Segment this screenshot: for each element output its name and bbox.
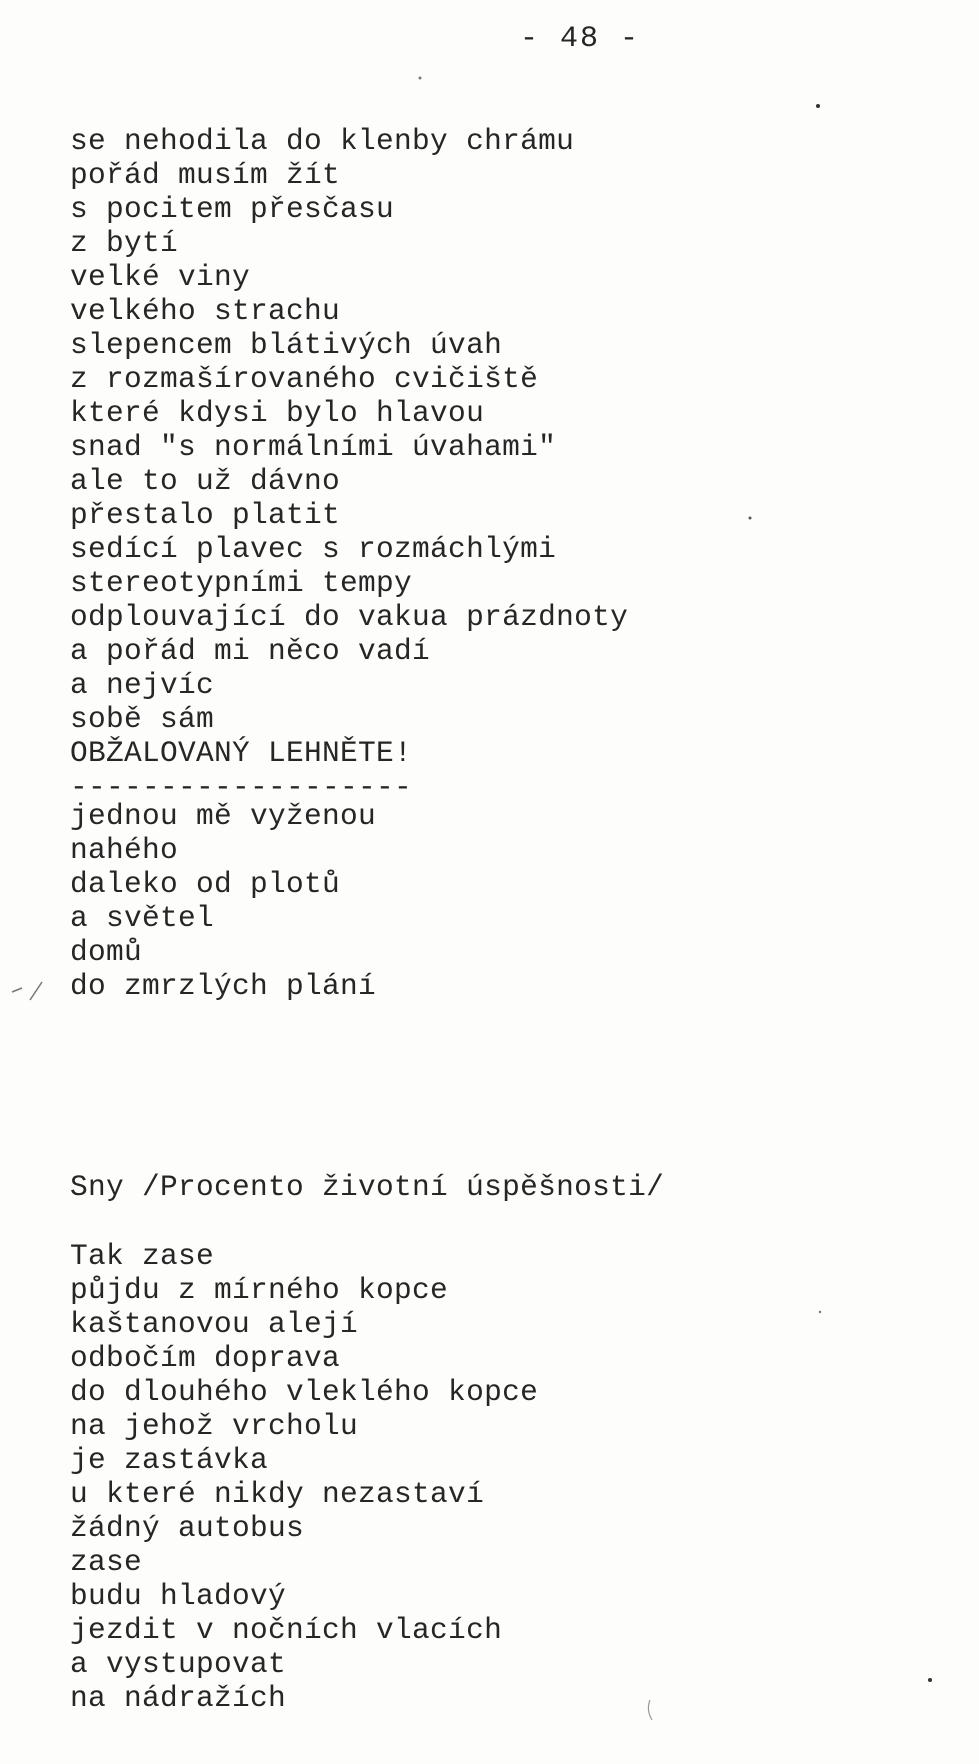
poem-line: přestalo platit: [70, 498, 341, 532]
poem-line: půjdu z mírného kopce: [70, 1273, 449, 1307]
speck: [928, 1678, 932, 1682]
speck: [749, 517, 752, 520]
poem-line: s pocitem přesčasu: [70, 192, 395, 226]
poem-line: velkého strachu: [70, 294, 341, 328]
poem-line: jezdit v nočních vlacích: [70, 1613, 503, 1647]
poem-line: na jehož vrcholu: [70, 1409, 359, 1443]
speck: [819, 1311, 821, 1313]
stanza-2: [70, 799, 376, 1003]
poem-line: a světel: [70, 901, 215, 935]
divider-line: -------------------: [70, 770, 413, 804]
poem-line: kaštanovou alejí: [70, 1307, 359, 1341]
poem-line: z bytí: [70, 226, 179, 260]
poem-line: a vystupovat: [70, 1647, 287, 1681]
poem-line: a nejvíc: [70, 668, 215, 702]
speck: [648, 1700, 652, 1720]
poem-line: a pořád mi něco vadí: [70, 634, 431, 668]
poem-line: pořád musím žít: [70, 158, 341, 192]
poem-line: daleko od plotů: [70, 867, 341, 901]
poem-line: odplouvající do vakua prázdnoty: [70, 600, 629, 634]
poem-line: je zastávka: [70, 1443, 269, 1477]
poem-line: velké viny: [70, 260, 251, 294]
poem-line: nahého: [70, 833, 179, 867]
poem-line: jednou mě vyženou: [70, 799, 377, 833]
poem-line: zase: [70, 1545, 143, 1579]
poem-line: ale to už dávno: [70, 464, 341, 498]
poem-line: z rozmašírovaného cvičiště: [70, 362, 539, 396]
stanza-1: [70, 124, 628, 804]
poem-line: na nádražích: [70, 1681, 287, 1715]
poem-line: odbočím doprava: [70, 1341, 341, 1375]
poem-line: do zmrzlých plání: [70, 969, 377, 1003]
poem-line: u které nikdy nezastaví: [70, 1477, 485, 1511]
poem-line: se nehodila do klenby chrámu: [70, 124, 575, 158]
poem-line: budu hladový: [70, 1579, 287, 1613]
speck: [30, 982, 42, 1000]
stanza-3: [70, 1239, 538, 1715]
poem-line: žádný autobus: [70, 1511, 305, 1545]
poem-title: Sny /Procento životní úspěšnosti/: [70, 1170, 665, 1204]
poem-line: domů: [70, 935, 143, 969]
poem-line: snad "s normálními úvahami": [70, 430, 557, 464]
speck: [816, 104, 820, 108]
poem-line: stereotypními tempy: [70, 566, 413, 600]
poem-line: OBŽALOVANÝ LEHNĚTE!: [70, 736, 413, 770]
speck: [12, 988, 22, 992]
poem-line: do dlouhého vleklého kopce: [70, 1375, 539, 1409]
poem-line: slepencem blátivých úvah: [70, 328, 503, 362]
poem-line: Tak zase: [70, 1239, 215, 1273]
page-number: - 48 -: [520, 22, 641, 56]
poem-line: sobě sám: [70, 702, 215, 736]
poem-line: které kdysi bylo hlavou: [70, 396, 485, 430]
speck: [419, 77, 422, 80]
poem-line: sedící plavec s rozmáchlými: [70, 532, 557, 566]
